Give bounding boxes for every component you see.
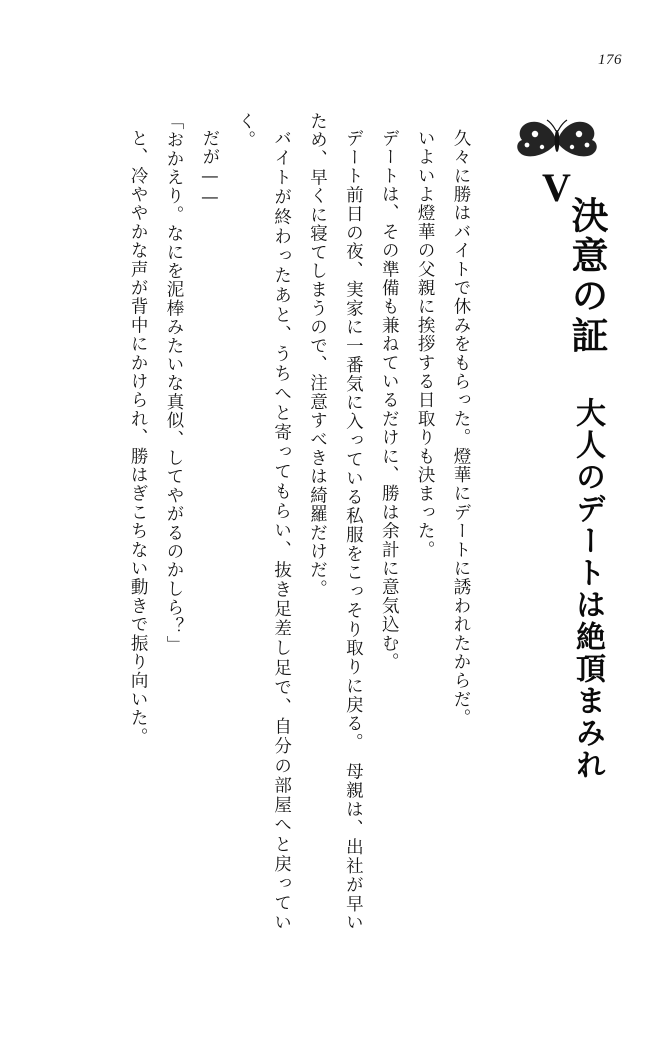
chapter-numeral: V xyxy=(542,165,572,210)
chapter-heading-block xyxy=(502,118,612,208)
paragraph: と、冷ややかな声が背中にかけられ、勝はぎこちない動きで振り向いた。 xyxy=(128,129,149,747)
paragraph: デート前日の夜、実家に一番気に入っている私服をこっそり取りに戻る。 母親は、出社が早いため、早くに寝てしまうので、注意すべきは綺羅だけだ。 xyxy=(307,112,364,932)
chapter-title-sub: 大人のデートは絶頂まみれ xyxy=(570,397,605,781)
chapter-title xyxy=(512,196,608,796)
chapter-title-main: 決意の証 xyxy=(565,196,609,356)
page-number: 176 xyxy=(598,52,622,68)
paragraph: だが—— xyxy=(199,129,220,209)
paragraph: デートは、その準備も兼ねているだけに、勝は余計に意気込む。 xyxy=(379,129,400,672)
paragraph: バイトが終わったあと、うちへと寄ってもらい、抜き足差し足で、自分の部屋へと戻っていく。 xyxy=(235,112,292,932)
body-text xyxy=(40,112,478,932)
paragraph: 「おかえり。なにを泥棒みたいな真似、してやがるのかしら？」 xyxy=(164,112,184,655)
butterfly-icon xyxy=(511,118,603,164)
paragraph: いよいよ燈華の父親に挨拶する日取りも決まった。 xyxy=(415,129,436,560)
paragraph: 久々に勝はバイトで休みをもらった。燈華にデートに誘われたからだ。 xyxy=(451,129,471,728)
